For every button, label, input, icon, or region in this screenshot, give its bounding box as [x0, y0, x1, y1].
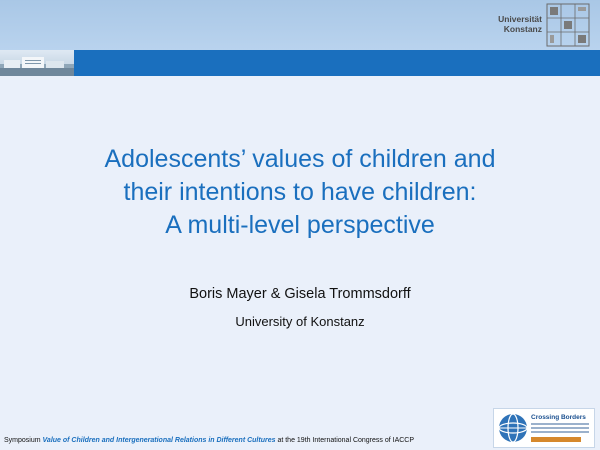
badge-fine-print: [531, 423, 589, 435]
campus-photo: [0, 50, 74, 76]
authors: Boris Mayer & Gisela Trommsdorff: [189, 286, 411, 302]
campus-photo-image: [0, 50, 74, 76]
badge-title: Crossing Borders: [531, 414, 586, 421]
logo-line-2: Konstanz: [503, 24, 542, 34]
affiliation: University of Konstanz: [235, 314, 365, 329]
footer-symposium-title: Value of Children and Intergenerational Relations in Different Cultures: [42, 437, 276, 444]
header-accent-strip: [0, 50, 600, 76]
slide-title: [40, 143, 560, 242]
title-line-3: A multi-level perspective: [165, 211, 435, 239]
globe-icon: [497, 412, 529, 444]
logo-line-1: Universität: [498, 14, 542, 24]
header-band: [0, 0, 600, 50]
crossing-borders-badge: [493, 408, 595, 448]
footer-prefix: Symposium: [4, 437, 43, 444]
title-line-1: Adolescents’ values of children and: [104, 145, 496, 173]
badge-date-bar: [531, 437, 581, 442]
footer-suffix: at the 19th International Congress of IACCP: [275, 437, 415, 444]
footer-symposium-note: [4, 437, 414, 444]
title-line-2: their intentions to have children:: [123, 178, 477, 206]
university-logo-icon: [546, 3, 590, 47]
university-logo-text: [480, 14, 542, 34]
